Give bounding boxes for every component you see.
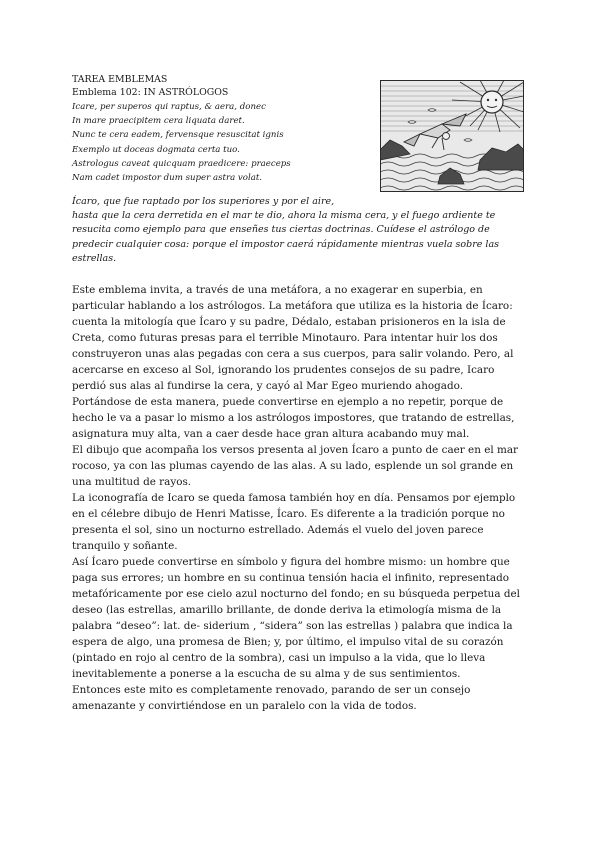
translation-line: predecir cualquier cosa: porque el impostor caerá rápidamente mientras vuela sobre las <box>72 238 499 250</box>
body-line: deseo (las estrellas, amarillo brillante, de donde deriva la etimología misma de la <box>72 604 502 616</box>
body-line: perdió sus alas al fundirse la cera, y cayó al Mar Egeo muriendo ahogado. <box>72 380 464 392</box>
body-line: paga sus errores; un hombre en su continua tensión hacia el infinito, representado <box>72 572 509 584</box>
body-line: Creta, como futuras presas para el terrible Minotauro. Para intentar huir los dos <box>72 332 498 344</box>
translation-line: Ícaro, que fue raptado por los superiores y por el aire, <box>72 196 335 207</box>
latin-verse-line: Nam cadet impostor dum super astra volat. <box>72 173 263 184</box>
body-line: una multitud de rayos. <box>72 476 192 488</box>
spanish-translation <box>72 195 524 266</box>
body-line: construyeron unas alas pegadas con cera a sus cuerpos, para salir volando. Pero, al <box>72 348 514 360</box>
latin-verse-line: Icare, per superos qui raptus, & aera, donec <box>72 102 266 112</box>
body-line: amenazante y convirtiéndose en un paralelo con la vida de todos. <box>72 700 417 712</box>
emblem-subtitle: Emblema 102: IN ASTRÓLOGOS <box>72 87 229 99</box>
latin-verses <box>72 100 372 185</box>
body-line: particular hablando a los astrólogos. La metáfora que utiliza es la historia de Ícaro: <box>72 300 513 312</box>
body-line: hecho le va a pasar lo mismo a los astrólogos impostores, que tratando de estrellas, <box>72 412 515 424</box>
latin-verse-line: Nunc te cera eadem, fervensque resuscitat ignis <box>72 130 284 141</box>
translation-line: resucita como ejemplo para que enseñes tus ciertas doctrinas. Cuídese el astrólogo de <box>72 224 490 236</box>
body-line: (pintado en rojo al centro de la sombra), casi un impulso a la vida, que lo lleva <box>72 652 486 664</box>
body-line: presenta el sol, sino un nocturno estrellado. Además el vuelo del joven parece <box>72 524 484 536</box>
translation-line: hasta que la cera derretida en el mar te dio, ahora la misma cera, y el fuego ardiente te <box>72 210 496 222</box>
body-line: asignatura muy alta, van a caer desde hace gran altura acabando muy mal. <box>72 428 470 440</box>
latin-verse-line: Astrologus caveat quicquam praedicere: praeceps <box>72 158 291 169</box>
document-title: TAREA EMBLEMAS <box>72 74 168 85</box>
body-line: palabra “deseo”: lat. de- siderium , “sidera” son las estrellas ) palabra que indica la <box>72 620 513 632</box>
body-line: Así Ícaro puede convertirse en símbolo y figura del hombre mismo: un hombre que <box>72 556 510 568</box>
document-header <box>72 73 372 100</box>
body-line: El dibujo que acompaña los versos presenta al joven Ícaro a punto de caer en el mar <box>72 444 518 456</box>
body-line: espera de algo, una promesa de Bien; y, por último, el impulso vital de su corazón <box>72 636 504 648</box>
body-line: rocoso, ya con las plumas cayendo de las alas. A su lado, esplende un sol grande en <box>72 460 514 472</box>
body-line: La iconografía de Icaro se queda famosa también hoy en día. Pensamos por ejemplo <box>72 492 516 504</box>
body-line: acercarse en exceso al Sol, ignorando los prudentes consejos de su padre, Icaro <box>72 364 495 376</box>
translation-line: estrellas. <box>72 252 117 264</box>
latin-verse-line: Exemplo ut doceas dogmata certa tuo. <box>72 144 240 155</box>
icarus-engraving-icon <box>380 80 524 192</box>
body-line: en el célebre dibujo de Henri Matisse, Ícaro. Es diferente a la tradición porque no <box>72 508 505 520</box>
body-line: tranquilo y soñante. <box>72 540 178 552</box>
body-line: cuenta la mitología que Ícaro y su padre, Dédalo, estaban prisioneros en la isla de <box>72 316 506 328</box>
body-line: Portándose de esta manera, puede convertirse en ejemplo a no repetir, porque de <box>72 396 504 408</box>
body-line: Este emblema invita, a través de una metáfora, a no exagerar en superbia, en <box>72 284 483 296</box>
body-line: Entonces este mito es completamente renovado, parando de ser un consejo <box>72 684 471 696</box>
body-line: inevitablemente a ponerse a la escucha de su alma y de sus sentimientos. <box>72 668 461 680</box>
commentary-body <box>72 282 524 714</box>
latin-verse-line: In mare praecipitem cera liquata daret. <box>72 116 245 127</box>
body-line: metafóricamente por ese cielo azul nocturno del fondo; en su búsqueda perpetua del <box>72 588 520 600</box>
emblem-engraving-image <box>380 80 524 192</box>
